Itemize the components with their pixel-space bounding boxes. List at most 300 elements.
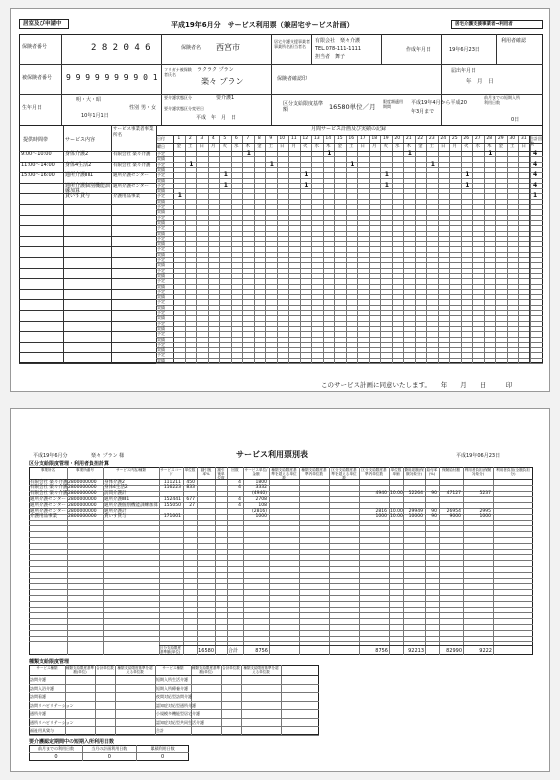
grid-line <box>19 225 156 226</box>
grid-line <box>156 252 543 253</box>
weekday: 水 <box>475 144 480 149</box>
schedule-office: 通所介護センター <box>113 173 149 179</box>
office-tel: TEL.078-111-1111 <box>315 46 362 52</box>
row-actual-label: 実績 <box>157 241 165 247</box>
annex-cell-rate: 10.00 <box>390 508 403 514</box>
schedule-total: 1 <box>533 192 538 200</box>
office-person: 担当者 舞子 <box>315 54 346 60</box>
type-right-item: 小規模多機能型居宅介護 <box>156 711 200 716</box>
grid-line <box>29 630 533 631</box>
annex-cell-unit: 450 <box>186 479 195 485</box>
schedule-office: 介護用品事業 <box>113 194 140 200</box>
grid-line <box>529 135 530 363</box>
type-col-header: 合計単位数 <box>96 666 114 670</box>
annex-cell-office: 通所介護センター <box>30 502 66 508</box>
row-plan-label: 予定 <box>157 352 165 358</box>
grid-line <box>495 135 496 363</box>
day-number: 15 <box>336 136 343 141</box>
day-number: 10 <box>279 136 286 141</box>
grid-line <box>156 321 543 322</box>
weekday: 日 <box>360 144 365 149</box>
grid-line <box>19 236 156 237</box>
annex-col-header: 費用総額(保険対象分) <box>404 468 424 476</box>
grid-line <box>29 572 533 573</box>
annex-col-header: 区分支給限度基準を超える単位数 <box>331 468 357 480</box>
total-limit-label: 区分支給限度基準額(単位) <box>160 646 181 654</box>
weekday: 土 <box>349 144 354 149</box>
day-number: 7 <box>246 136 250 141</box>
grid-line <box>156 209 543 210</box>
annex-col-header: 区分支給限度基準内単位数 <box>361 468 387 476</box>
prev-days-value: 0日 <box>511 117 520 123</box>
grid-line <box>29 566 533 567</box>
grid-line <box>29 726 319 727</box>
annex-col-header: 回数 <box>231 468 239 472</box>
annex-col-header: 利用者負担(保険対象分) <box>464 468 492 476</box>
weekday: 日 <box>441 144 446 149</box>
weekday: 月 <box>291 144 296 149</box>
grid-line <box>196 135 197 363</box>
grid-line <box>29 578 533 579</box>
grid-line <box>288 135 289 363</box>
type-left-item: 訪問看護 <box>30 694 46 699</box>
schedule-mark: 1 <box>430 160 435 168</box>
day-number: 30 <box>509 136 516 141</box>
short-stay-col: 当月の計画利用日数 <box>91 746 128 751</box>
grid-line <box>29 718 319 719</box>
type-right-item: 合計 <box>156 728 164 733</box>
insured-name: 楽々 プラン <box>201 77 244 86</box>
type-col-header: 合計単位数 <box>222 666 240 670</box>
grid-line <box>29 525 533 526</box>
annex-cell-gr: 90 <box>431 508 437 514</box>
row-plan-label: 予定 <box>157 278 165 284</box>
annex-cell-svc: 通所介護計 <box>104 508 127 514</box>
grid-line <box>219 135 220 363</box>
row-actual-label: 実績 <box>157 357 165 363</box>
weekday: 木 <box>487 144 492 149</box>
row-actual-label: 実績 <box>157 188 165 194</box>
schedule-mark: 1 <box>223 181 228 189</box>
annex-col-header: 給付率(%) <box>426 468 438 476</box>
office-label: 居宅介護支援事業者事業所名担当者名 <box>274 39 310 49</box>
annex-col-header: 種類支給限度基準内単位数 <box>301 468 327 476</box>
row-actual-label: 実績 <box>157 209 165 215</box>
annex-cell-unit: 677 <box>186 496 195 502</box>
total-label: 合計 <box>228 648 239 654</box>
grid-line <box>29 618 533 619</box>
gender: 男・女 <box>141 105 157 111</box>
day-number: 9 <box>269 136 273 141</box>
day-number: 18 <box>371 136 378 141</box>
day-number: 8 <box>257 136 261 141</box>
day-number: 3 <box>200 136 204 141</box>
grid-line <box>380 135 381 363</box>
weekday: 木 <box>245 144 250 149</box>
schedule-mark: 1 <box>223 171 228 179</box>
schedule-service: 身体4生活2 <box>65 161 92 168</box>
type-col-header: 種類支給限度基準額(単位) <box>66 666 94 674</box>
form-date-label: 作成年月日 <box>406 47 432 53</box>
grid-line <box>242 135 243 363</box>
grid-line <box>156 204 543 205</box>
total-in-limit: 8756 <box>375 648 388 654</box>
furigana: ラクラク プラン <box>197 67 234 73</box>
grid-line <box>29 583 533 584</box>
grid-line <box>19 342 156 343</box>
grid-line <box>311 135 312 363</box>
annex-cell-no: 2800000000 <box>68 491 97 497</box>
grid-line <box>156 342 543 343</box>
grid-line <box>29 641 533 642</box>
grid-line <box>403 135 404 363</box>
grid-line <box>29 549 533 550</box>
annex-col-header: 割引後率% <box>200 468 212 476</box>
day-number: 5 <box>223 136 227 141</box>
type-col-header: 種類支給限度基準を超える単位数 <box>117 666 153 674</box>
schedule-mark: 1 <box>465 171 470 179</box>
annex-cell-svc: 身体4生活2 <box>104 485 128 491</box>
weekday: 月 <box>372 144 377 149</box>
short-stay-value: 0 <box>54 754 58 760</box>
schedule-total: 4 <box>533 150 538 157</box>
grid-line <box>156 294 543 295</box>
schedule-mark: 1 <box>269 160 274 168</box>
grid-line <box>156 246 543 247</box>
weekday: 日 <box>280 144 285 149</box>
day-number: 28 <box>486 136 493 141</box>
day-number: 13 <box>313 136 320 141</box>
grid-line <box>156 273 543 274</box>
grid-line <box>461 135 462 363</box>
day-number: 17 <box>359 136 366 141</box>
annex-cell-amount: (4940) <box>252 491 267 497</box>
weekday: 火 <box>464 144 469 149</box>
grid-line <box>426 135 427 363</box>
annex-cell-office: 有限会社 楽々介護 <box>30 479 68 485</box>
row-actual-label: 実績 <box>157 251 165 257</box>
top-right-badge: 居宅介護支援事業者⇒利用者 <box>451 20 543 29</box>
grid-line <box>449 135 450 363</box>
row-plan-label: 予定 <box>157 225 165 231</box>
day-number: 25 <box>451 136 458 141</box>
furigana-label: フリガナ被保険者氏名 <box>164 67 192 77</box>
grid-line <box>156 225 543 226</box>
row-plan-label: 予定 <box>157 331 165 337</box>
grid-line <box>156 178 543 179</box>
annex-cell-amount: 3332 <box>255 485 267 491</box>
annex-cell-amount: 1000 <box>255 514 267 520</box>
period-label: 限度額適用期間 <box>383 99 403 109</box>
type-col-header: サービス種類 <box>36 666 58 670</box>
grid-line <box>156 337 543 338</box>
annex-cell-amount: 2708 <box>255 496 267 502</box>
era: 明・大・昭 <box>76 97 102 103</box>
day-number: 24 <box>440 136 447 141</box>
schedule-service: 身体介護2 <box>65 151 89 157</box>
annex-cell-no: 2800000000 <box>68 496 97 502</box>
schedule-total: 4 <box>533 171 538 179</box>
grid-line <box>156 241 543 242</box>
weekday: 火 <box>222 144 227 149</box>
status-badge: 居室及び申請中 <box>19 19 69 29</box>
grid-line <box>19 204 156 205</box>
type-right-item: 夜間対応型訪問介護 <box>156 694 192 699</box>
annex-cell-count: 4 <box>238 502 241 508</box>
row-actual-label: 実績 <box>157 262 165 268</box>
grid-line <box>156 236 543 237</box>
type-col-header: 種類支給限度基準額(単位) <box>192 666 220 674</box>
annex-cell-no: 2800000000 <box>68 479 97 485</box>
row-actual-label: 実績 <box>157 230 165 236</box>
row-actual-label: 実績 <box>157 283 165 289</box>
type-col-header: サービス種類 <box>162 666 184 670</box>
annex-cell-amount: (2816) <box>252 508 267 514</box>
section-short-stay: 要介護認定期間中の短期入所利用日数 <box>29 739 115 745</box>
grid-line <box>19 310 156 311</box>
cert-label: 保険者確認印 <box>277 76 308 82</box>
annex-header-name: 楽々 プラン 様 <box>91 453 125 459</box>
grid-line <box>159 645 533 646</box>
col-total: 合計回数 <box>530 136 542 146</box>
schedule-time: 11:00～14:00 <box>21 161 55 168</box>
weekday-label: 曜日 <box>157 144 165 149</box>
annex-cell-svc: 通所介護個別機能訓練加算 <box>104 502 158 508</box>
grid-line <box>265 135 266 363</box>
grid-line <box>19 352 156 353</box>
grid-line <box>156 363 543 364</box>
grid-line <box>29 595 533 596</box>
total-cost: 92213 <box>408 648 424 654</box>
row-actual-label: 実績 <box>157 156 165 162</box>
grid-line <box>19 246 156 247</box>
annex-cell-office: 通所介護センター <box>30 508 66 514</box>
insurer-number-label: 保険者番号 <box>22 44 48 50</box>
grid-line <box>82 745 83 761</box>
schedule-mark: 1 <box>488 150 493 157</box>
grid-line <box>254 135 255 363</box>
type-right-item: 認知症対応型共同生活介護 <box>156 719 204 725</box>
annex-cell-svc: 貸いす貸与 <box>104 514 127 520</box>
grid-line <box>29 701 319 702</box>
weekday: 木 <box>406 144 411 149</box>
type-left-item: 訪問リハビリテーション <box>30 702 74 708</box>
row-actual-label: 実績 <box>157 347 165 353</box>
annex-cell-gr: 90 <box>431 514 437 520</box>
annex-cell-count: 4 <box>238 485 241 491</box>
grid-line <box>156 284 543 285</box>
grid-line <box>156 156 543 157</box>
grid-line <box>156 183 543 184</box>
grid-line <box>415 135 416 363</box>
schedule-total: 4 <box>533 160 538 168</box>
grid-line <box>156 268 543 269</box>
day-number: 6 <box>234 136 238 141</box>
annex-cell-office: 有限会社 楽々介護 <box>30 485 68 491</box>
grid-line <box>518 135 519 363</box>
grid-line <box>300 135 301 363</box>
schedule-total: 4 <box>533 181 538 189</box>
grid-line <box>29 531 533 532</box>
annex-cell-code: 155050 <box>163 502 181 508</box>
row-actual-label: 実績 <box>157 294 165 300</box>
grid-line <box>156 299 543 300</box>
day-number: 11 <box>290 136 297 141</box>
grid-line <box>346 135 347 363</box>
limit-value: 16580単位／月 <box>329 103 376 111</box>
annex-cell-total: 10000 <box>408 514 423 520</box>
short-stay-col: 累積利用日数 <box>150 746 175 751</box>
type-col-header: 種類支給限度基準を超える単位数 <box>243 666 279 674</box>
annex-col-header: 保険給付額 <box>442 468 460 472</box>
grid-line <box>19 331 156 332</box>
day-number: 1 <box>177 136 181 141</box>
type-left-item: 訪問介護 <box>30 677 46 682</box>
row-plan-label: 予定 <box>157 320 165 326</box>
grid-line <box>29 752 189 753</box>
grid-line <box>19 257 156 258</box>
grid-line <box>29 589 533 590</box>
total-limit: 16580 <box>198 648 214 654</box>
grid-line <box>156 326 543 327</box>
weekday: 土 <box>510 144 515 149</box>
schedule-mark: 1 <box>189 160 194 168</box>
weekday: 金 <box>498 144 503 149</box>
weekday: 土 <box>188 144 193 149</box>
short-stay-value: 0 <box>161 754 165 760</box>
annex-cell-self: 2995 <box>479 508 491 514</box>
weekday: 火 <box>383 144 388 149</box>
grid-line <box>29 612 533 613</box>
insured-number-label: 被保険者番号 <box>22 75 53 81</box>
col-service: サービス内容 <box>65 137 96 143</box>
grid-line <box>156 347 543 348</box>
col-time: 提供時間帯 <box>23 137 49 143</box>
row-plan-label: 予定 <box>157 257 165 262</box>
grid-line <box>334 135 335 363</box>
row-plan-label: 予定 <box>157 161 165 167</box>
annex-cell-count: 4 <box>238 479 241 485</box>
row-plan-label: 予定 <box>157 172 165 178</box>
annex-cell-total: 29949 <box>408 508 423 514</box>
annex-cell-benefit: 26954 <box>446 508 461 514</box>
grid-line <box>29 607 533 608</box>
care-level-change: 要介護状態区分変更日 <box>164 106 204 111</box>
service-usage-sheet <box>10 8 550 392</box>
annex-cell-count: 4 <box>238 496 241 502</box>
grid-line <box>19 321 156 322</box>
schedule-service: 通所介護個別機能訓練加算 <box>65 182 111 194</box>
grid-line <box>156 172 543 173</box>
grid-line <box>156 352 543 353</box>
page-title: 平成19年6月分 サービス利用票（兼居宅サービス計画） <box>171 21 354 29</box>
grid-line <box>156 215 543 216</box>
schedule-office: 有限会社 楽々介護 <box>113 162 151 168</box>
day-number: 20 <box>394 136 401 141</box>
weekday: 日 <box>199 144 204 149</box>
short-stay-col: 前月までの利用日数 <box>38 746 74 751</box>
annex-cell-self: 1000 <box>479 514 491 520</box>
grid-line <box>29 537 533 538</box>
annex-cell-amount: 108 <box>258 502 267 508</box>
weekday: 木 <box>326 144 331 149</box>
row-actual-label: 実績 <box>157 177 165 183</box>
grid-line <box>484 135 485 363</box>
grid-line <box>156 289 543 290</box>
row-plan-label: 予定 <box>157 288 165 294</box>
grid-line <box>438 135 439 363</box>
limit-label: 区分支給限度基準額 <box>283 101 324 113</box>
total-benefit: 82990 <box>446 648 462 654</box>
section-limit-calc: 区分支給限度管理・利用者負担計算 <box>29 461 110 467</box>
schedule-mark: 1 <box>407 150 412 157</box>
annex-cell-in_limit: 1000 <box>375 514 387 520</box>
schedule-office: 有限会社 楽々介護 <box>113 152 151 157</box>
weekday: 水 <box>395 144 400 149</box>
grid-line <box>472 135 473 363</box>
type-right-item: 認知症対応型通所介護 <box>156 702 196 708</box>
weekday: 金 <box>337 144 342 149</box>
annex-col-header: 事業所番号 <box>76 468 94 472</box>
schedule-mark: 1 <box>465 181 470 189</box>
schedule-mark: 1 <box>384 171 389 179</box>
day-number: 12 <box>302 136 309 141</box>
day-number: 22 <box>417 136 424 141</box>
total-self: 9222 <box>479 648 492 654</box>
annex-cell-unit: 27 <box>189 502 195 508</box>
row-plan-label: 予定 <box>157 246 165 252</box>
schedule-mark: 1 <box>350 160 355 168</box>
grid-line <box>208 135 209 363</box>
annex-title: サービス利用票別表 <box>236 450 308 459</box>
grid-line <box>19 215 156 216</box>
annex-cell-no: 2800000000 <box>68 502 97 508</box>
annex-cell-code: 171001 <box>163 514 181 520</box>
schedule-service: 通所介護ⅡⅡ1 <box>65 172 94 179</box>
day-number: 31 <box>520 136 527 141</box>
form-date: 19年6月23日 <box>449 47 480 53</box>
row-plan-label: 予定 <box>157 182 165 188</box>
row-plan-label: 予定 <box>157 267 165 273</box>
annex-cell-code: 116223 <box>163 485 181 491</box>
weekday: 土 <box>268 144 273 149</box>
schedule-mark: 1 <box>327 150 332 157</box>
annex-header-left: 平成19年6月分 <box>33 453 68 459</box>
grid-line <box>136 745 137 761</box>
grid-line <box>156 193 543 194</box>
schedule-office: 通所介護センター <box>113 183 149 189</box>
total-amount: 8756 <box>255 648 268 654</box>
grid-line <box>231 135 232 363</box>
grid-line <box>19 278 156 279</box>
day-number: 14 <box>325 136 332 141</box>
annex-col-header: 単位数単価 <box>390 468 402 476</box>
row-plan-label: 予定 <box>157 235 165 241</box>
annex-cell-in_limit: 2816 <box>375 508 387 514</box>
row-plan-label: 予定 <box>157 193 165 199</box>
row-actual-label: 実績 <box>157 304 165 310</box>
grid-line <box>29 554 533 555</box>
annex-col-header: 単位数 <box>184 468 196 472</box>
weekday: 金 <box>176 144 181 149</box>
short-stay-value: 0 <box>107 754 111 760</box>
care-level-label: 要介護状態区分 <box>164 95 192 100</box>
annex-cell-rate: 10.00 <box>390 491 403 497</box>
annex-col-header: 割引後単位数 <box>217 468 225 480</box>
grid-line <box>173 135 174 363</box>
annex-cell-total: 52264 <box>408 491 423 497</box>
annex-cell-office: 通所介護センター <box>30 496 66 502</box>
